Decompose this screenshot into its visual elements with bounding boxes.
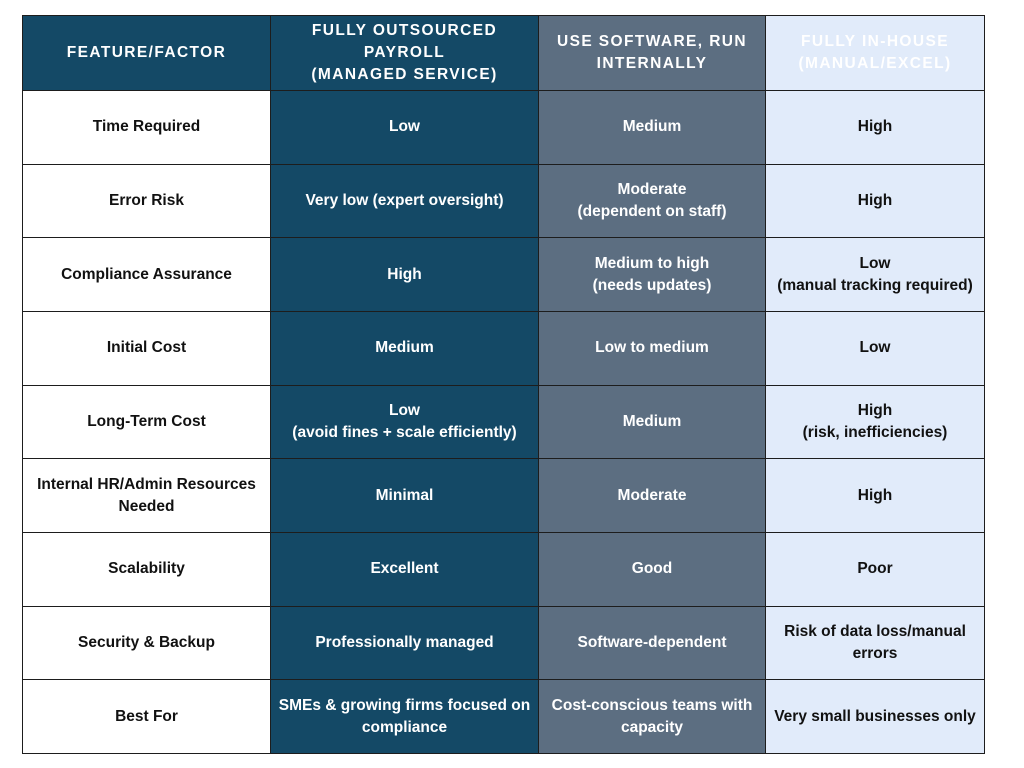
factor-cell: Initial Cost (23, 311, 271, 385)
outsourced-cell: High (271, 238, 539, 312)
factor-cell: Best For (23, 680, 271, 754)
outsourced-cell: Medium (271, 311, 539, 385)
factor-cell: Long-Term Cost (23, 385, 271, 459)
comparison-table-container (22, 15, 984, 754)
inhouse-cell: Very small businesses only (766, 680, 985, 754)
inhouse-cell: High (766, 164, 985, 238)
software-cell: Good (539, 532, 766, 606)
outsourced-cell: Professionally managed (271, 606, 539, 680)
outsourced-cell: Low (271, 91, 539, 165)
software-cell: Medium (539, 385, 766, 459)
header-feature-factor: FEATURE/FACTOR (23, 16, 271, 91)
factor-cell: Compliance Assurance (23, 238, 271, 312)
header-fully-in-house: FULLY IN-HOUSE (MANUAL/EXCEL) (766, 16, 985, 91)
header-use-software: USE SOFTWARE, RUN INTERNALLY (539, 16, 766, 91)
factor-cell: Error Risk (23, 164, 271, 238)
software-cell: Software-dependent (539, 606, 766, 680)
software-cell: Medium to high (needs updates) (539, 238, 766, 312)
outsourced-cell: Low (avoid fines + scale efficiently) (271, 385, 539, 459)
factor-cell: Internal HR/Admin Resources Needed (23, 459, 271, 533)
factor-cell: Security & Backup (23, 606, 271, 680)
table-row (23, 311, 985, 385)
factor-cell: Time Required (23, 91, 271, 165)
outsourced-cell: Minimal (271, 459, 539, 533)
table-row (23, 680, 985, 754)
outsourced-cell: Excellent (271, 532, 539, 606)
inhouse-cell: Poor (766, 532, 985, 606)
table-row (23, 91, 985, 165)
table-row (23, 606, 985, 680)
table-row (23, 532, 985, 606)
table-row (23, 238, 985, 312)
inhouse-cell: Low (766, 311, 985, 385)
inhouse-cell: High (766, 459, 985, 533)
factor-cell: Scalability (23, 532, 271, 606)
outsourced-cell: SMEs & growing firms focused on compliance (271, 680, 539, 754)
table-row (23, 164, 985, 238)
inhouse-cell: Risk of data loss/manual errors (766, 606, 985, 680)
software-cell: Moderate (dependent on staff) (539, 164, 766, 238)
software-cell: Moderate (539, 459, 766, 533)
payroll-comparison-table (22, 15, 985, 754)
software-cell: Low to medium (539, 311, 766, 385)
software-cell: Cost-conscious teams with capacity (539, 680, 766, 754)
header-fully-outsourced: FULLY OUTSOURCED PAYROLL (MANAGED SERVICE) (271, 16, 539, 91)
inhouse-cell: High (risk, inefficiencies) (766, 385, 985, 459)
table-row (23, 459, 985, 533)
table-row (23, 385, 985, 459)
software-cell: Medium (539, 91, 766, 165)
outsourced-cell: Very low (expert oversight) (271, 164, 539, 238)
table-header-row (23, 16, 985, 91)
inhouse-cell: High (766, 91, 985, 165)
inhouse-cell: Low (manual tracking required) (766, 238, 985, 312)
